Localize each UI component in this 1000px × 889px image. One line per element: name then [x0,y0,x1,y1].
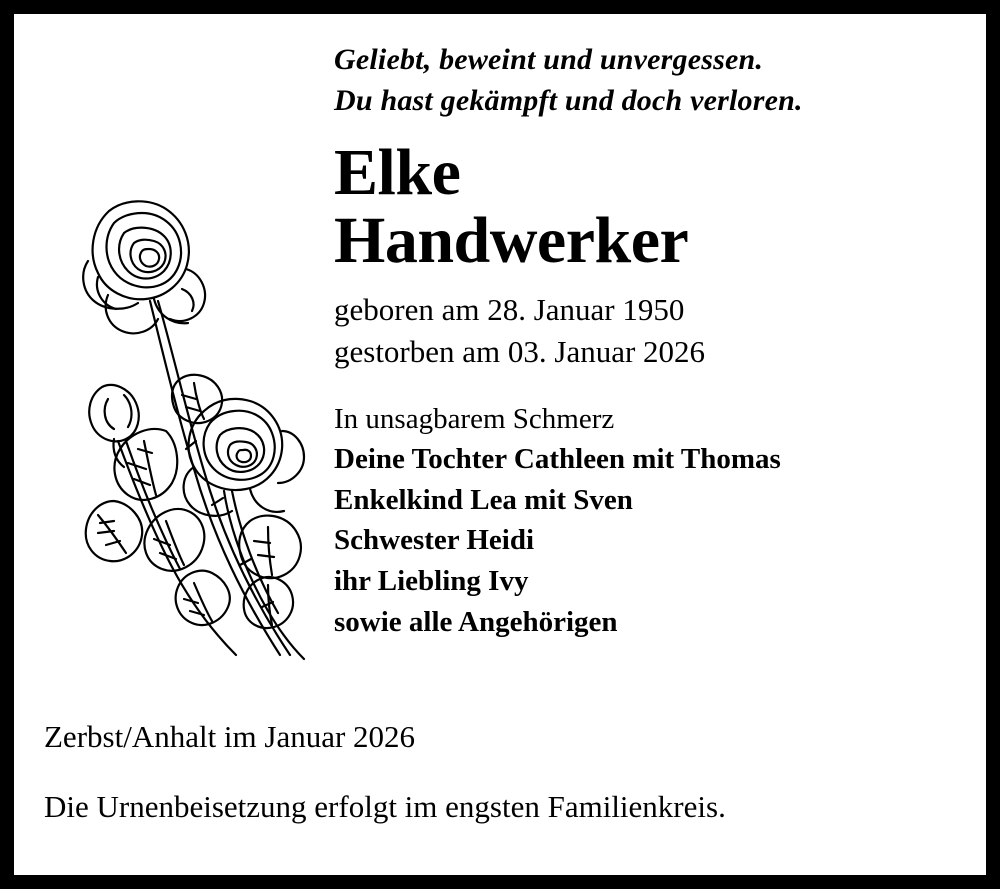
mourner-4: ihr Liebling Ivy [334,565,529,597]
mourner-5: sowie alle Angehörigen [334,605,618,638]
notice-body [44,136,956,699]
verse-line-2: Du hast gekämpft und doch verloren. [334,83,803,117]
mourners-block [334,399,956,643]
mourner-1: Deine Tochter Cathleen mit Thomas [334,443,781,476]
mourner-3: Schwester Heidi [334,524,535,557]
name-line-last: Handwerker [334,203,689,277]
funeral-note: Die Urnenbeisetzung erfolgt im engsten Familienkreis. [44,789,726,825]
notice-inner [14,14,986,875]
death-date: gestorben am 03. Januar 2026 [334,333,706,369]
birth-date: geboren am 28. Januar 1950 [334,291,685,327]
text-column [334,136,956,642]
mourning-intro: In unsagbarem Schmerz [334,402,615,435]
rose-illustration [54,149,314,669]
name-line-first: Elke [334,136,461,209]
verse-line-1: Geliebt, beweint und unvergessen. [334,43,764,76]
life-dates [334,289,956,373]
deceased-name [334,136,956,277]
verse-block [334,40,956,121]
mourner-2: Enkelkind Lea mit Sven [334,483,633,516]
place-and-date: Zerbst/Anhalt im Januar 2026 [44,719,416,754]
notice-footer [44,717,956,828]
